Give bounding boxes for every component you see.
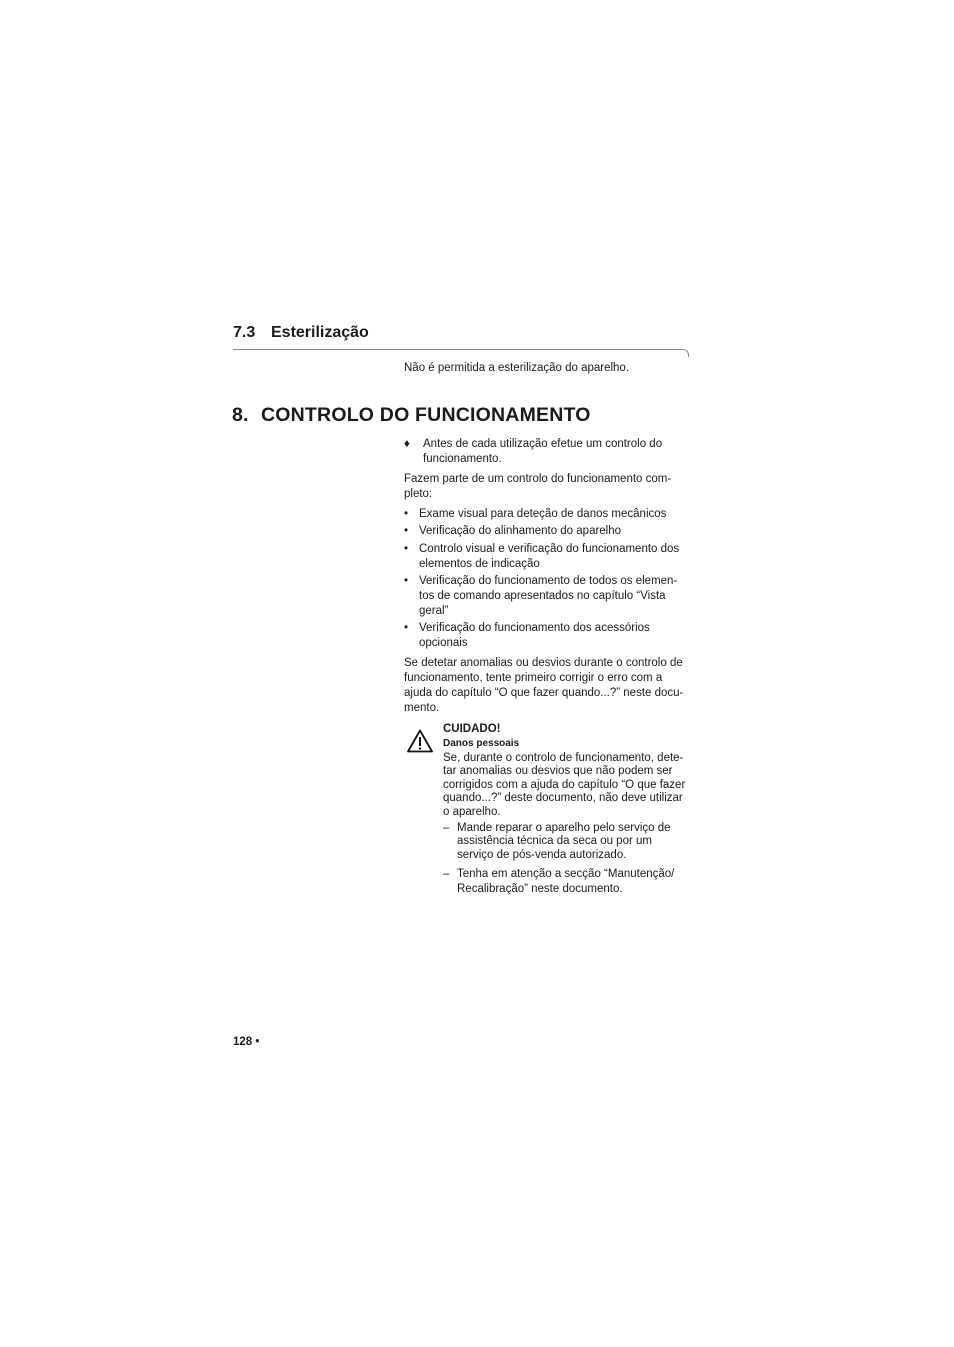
heading-rule-hook xyxy=(682,349,689,357)
page-number: 128 • xyxy=(233,1036,260,1048)
list-item: • Verificação do funcionamento de todos os elemen- tos de comando apresentados no capítulo “Vista geral” xyxy=(404,575,678,617)
bullet: • xyxy=(404,575,409,587)
list-item: • Exame visual para deteção de danos mecânicos xyxy=(404,508,667,520)
dash-bullet: – xyxy=(443,822,450,834)
chapter-title: CONTROLO DO FUNCIONAMENTO xyxy=(261,404,591,426)
caution-text: Se, durante o controlo de funcionamento, dete- tar anomalias ou desvios que não podem ser corrigidos com a ajuda do capítulo “O que fazer quando...?” deste documento, não deve utilizar o aparelho. xyxy=(443,752,686,818)
caution-title: CUIDADO! xyxy=(443,723,501,735)
diamond-bullet: ♦ xyxy=(404,438,410,450)
section-number: 7.3 xyxy=(233,324,256,341)
dash-bullet: – xyxy=(443,868,450,880)
caution-subtitle: Danos pessoais xyxy=(443,738,520,749)
section-heading-7-3 xyxy=(233,324,369,342)
diamond-list-item: ♦ Antes de cada utilização efetue um controlo do funcionamento. xyxy=(404,438,663,465)
section-title: Esterilização xyxy=(271,324,369,341)
list-item: • Verificação do funcionamento dos acessórios opcionais xyxy=(404,622,650,649)
bullet: • xyxy=(404,508,409,520)
list-item: • Verificação do alinhamento do aparelho xyxy=(404,525,622,537)
anomaly-paragraph: Se detetar anomalias ou desvios durante o controlo de funcionamento, tente primeiro corrigir o erro com a ajuda do capítulo “O que fazer quando...?” neste docu- mento. xyxy=(404,657,684,714)
sterilization-text: Não é permitida a esterilização do aparelho. xyxy=(404,362,630,374)
bullet: • xyxy=(404,622,409,634)
caution-step: – Tenha em atenção a secção “Manutenção/ Recalibração” neste documento. xyxy=(443,868,675,895)
chapter-number: 8. xyxy=(232,404,249,426)
caution-step: – Mande reparar o aparelho pelo serviço de assistência técnica da seca ou por um serviço de pós-venda autorizado. xyxy=(443,822,671,861)
warning-triangle-icon xyxy=(407,729,433,753)
heading-rule xyxy=(233,349,683,350)
chapter-heading-8 xyxy=(232,404,591,427)
intro-paragraph: Fazem parte de um controlo do funcionamento com- pleto: xyxy=(404,473,672,500)
bullet: • xyxy=(404,525,409,537)
bullet: • xyxy=(404,543,409,555)
list-item: • Controlo visual e verificação do funcionamento dos elementos de indicação xyxy=(404,543,680,570)
